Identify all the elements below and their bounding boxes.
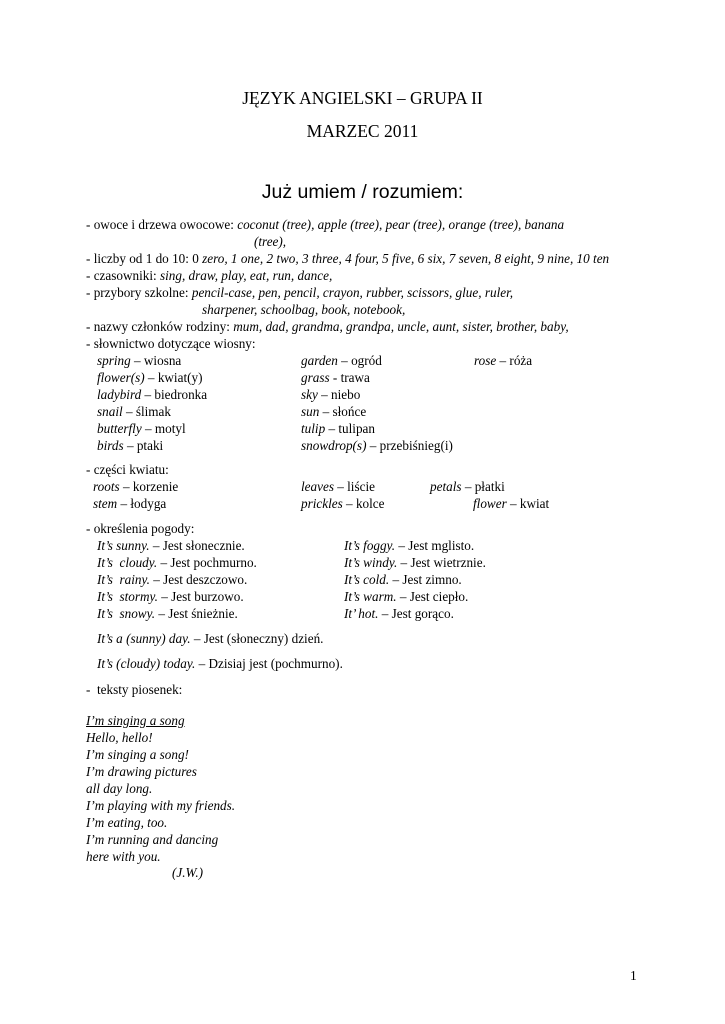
vocab-item: flower – kwiat [473, 496, 550, 511]
song-line: I’m running and dancing [86, 832, 219, 847]
song-line: here with you. [86, 849, 161, 864]
weather-item: It’s rainy. – Jest deszczowo. [97, 572, 248, 587]
page-number: 1 [630, 968, 637, 983]
vocab-item: prickles – kolce [301, 496, 385, 511]
verbs-label: - czasowniki: [86, 268, 160, 283]
fruits-items-continued: (tree), [254, 234, 287, 249]
weather-item: It’ hot. – Jest gorąco. [344, 606, 454, 621]
weather-item: It’s sunny. – Jest słonecznie. [97, 538, 245, 553]
school-items: pencil-case, pen, pencil, crayon, rubber, scissors, glue, ruler, [191, 285, 514, 300]
weather-phrase: It’s (cloudy) today. – Dzisiaj jest (pochmurno). [97, 656, 343, 671]
song-author: (J.W.) [172, 865, 204, 880]
weather-item: It’s snowy. – Jest śnieżnie. [97, 606, 238, 621]
numbers-items: zero, 1 one, 2 two, 3 three, 4 four, 5 five, 6 six, 7 seven, 8 eight, 9 nine, 10 ten [202, 251, 610, 266]
weather-item: It’s windy. – Jest wietrznie. [344, 555, 486, 570]
numbers-line [86, 251, 609, 267]
vocab-item: rose – róża [474, 353, 533, 368]
section-heading: Już umiem / rozumiem: [261, 181, 464, 203]
vocab-item: garden – ogród [301, 353, 382, 368]
numbers-label: - liczby od 1 do 10: 0 [86, 251, 203, 266]
vocab-item: ladybird – biedronka [97, 387, 208, 402]
song-line: I’m eating, too. [86, 815, 168, 830]
song-line: I’m playing with my friends. [86, 798, 236, 813]
school-items-continued: sharpener, schoolbag, book, notebook, [202, 302, 406, 317]
verbs-items: sing, draw, play, eat, run, dance, [159, 268, 333, 283]
vocab-item: sky – niebo [301, 387, 361, 402]
song-line: Hello, hello! [86, 730, 153, 745]
document-title: JĘZYK ANGIELSKI – GRUPA II [242, 88, 483, 108]
vocab-item: butterfly – motyl [97, 421, 186, 436]
song-line: all day long. [86, 781, 153, 796]
weather-item: It’s stormy. – Jest burzowo. [97, 589, 244, 604]
vocab-item: roots – korzenie [93, 479, 179, 494]
vocab-item: birds – ptaki [97, 438, 164, 453]
vocab-item: petals – płatki [430, 479, 505, 494]
vocab-item: snowdrop(s) – przebiśnieg(i) [301, 438, 453, 453]
vocab-item: leaves – liście [301, 479, 375, 494]
family-line [86, 319, 569, 335]
family-items: mum, dad, grandma, grandpa, uncle, aunt, sister, brother, baby, [233, 319, 569, 334]
vocab-item: flower(s) – kwiat(y) [97, 370, 203, 385]
song-title: I’m singing a song [86, 713, 185, 728]
document-date: MARZEC 2011 [306, 121, 419, 141]
flower-parts-label: - części kwiatu: [86, 462, 169, 477]
weather-item: It’s cold. – Jest zimno. [344, 572, 462, 587]
vocab-item: tulip – tulipan [301, 421, 376, 436]
family-label: - nazwy członków rodziny: [86, 319, 234, 334]
vocab-item: grass - trawa [301, 370, 370, 385]
vocab-item: sun – słońce [301, 404, 367, 419]
fruits-items: coconut (tree), apple (tree), pear (tree), orange (tree), banana [237, 217, 565, 232]
verbs-line [86, 268, 332, 284]
weather-item: It’s foggy. – Jest mglisto. [344, 538, 475, 553]
school-line [86, 285, 513, 301]
weather-label: - określenia pogody: [86, 521, 195, 536]
spring-label: - słownictwo dotyczące wiosny: [86, 336, 256, 351]
weather-item: It’s cloudy. – Jest pochmurno. [97, 555, 257, 570]
fruits-line [86, 217, 564, 233]
song-line: I’m singing a song! [86, 747, 189, 762]
weather-item: It’s warm. – Jest ciepło. [344, 589, 469, 604]
school-label: - przybory szkolne: [86, 285, 192, 300]
vocab-item: stem – łodyga [93, 496, 167, 511]
vocab-item: spring – wiosna [97, 353, 182, 368]
songs-label: - teksty piosenek: [86, 682, 183, 697]
weather-phrase: It’s a (sunny) day. – Jest (słoneczny) dzień. [97, 631, 324, 646]
fruits-label: - owoce i drzewa owocowe: [86, 217, 238, 232]
vocab-item: snail – ślimak [97, 404, 172, 419]
song-line: I’m drawing pictures [86, 764, 197, 779]
